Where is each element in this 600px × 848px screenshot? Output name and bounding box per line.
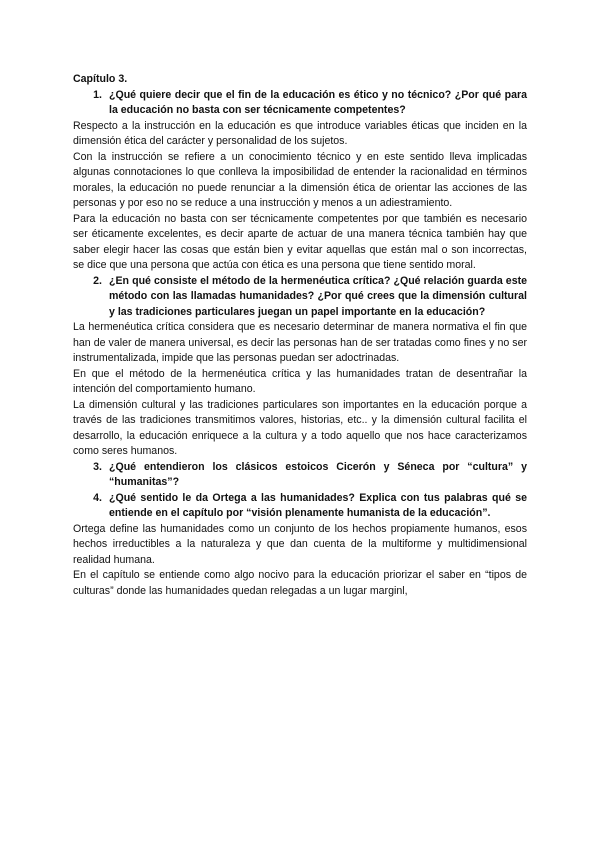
question-number: 4. — [93, 491, 102, 504]
question-text: ¿Qué sentido le da Ortega a las humanidades? Explica con tus palabras qué se entiende en el capítulo por “visión plenamente humanista de la educación”. — [109, 491, 527, 519]
question-4 — [73, 491, 527, 522]
answer-paragraph: Respecto a la instrucción en la educación es que introduce variables éticas que inciden en la dimensión ética del carácter y personalidad de los sujetos. — [73, 119, 527, 147]
answer-paragraph: En que el método de la hermenéutica crítica y las humanidades tratan de desentrañar la intención del comportamiento humano. — [73, 367, 527, 395]
answer-paragraph: Ortega define las humanidades como un conjunto de los hechos propiamente humanos, esos hechos irreductibles a la naturaleza y que dan cuenta de la multiforme y multidimensional realidad humana. — [73, 522, 527, 566]
document-page — [73, 72, 527, 599]
answer-paragraph: Para la educación no basta con ser técnicamente competentes por que también es necesario ser éticamente excelentes, es decir aparte de actuar de una manera técnica también hay que saber elegir hacer las cosas que están bien y evitar aquellas que están mal o son incorrectas, se dice que una persona que actúa con ética es una persona que tiene sentido moral. — [73, 212, 527, 271]
question-number: 3. — [93, 460, 102, 473]
question-text: ¿Qué entendieron los clásicos estoicos Cicerón y Séneca por “cultura” y “humanitas”? — [109, 460, 527, 488]
question-number: 2. — [93, 274, 102, 287]
question-number: 1. — [93, 88, 102, 101]
question-text: ¿Qué quiere decir que el fin de la educación es ético y no técnico? ¿Por qué para la educación no basta con ser técnicamente competentes? — [109, 88, 527, 116]
answer-paragraph: Con la instrucción se refiere a un conocimiento técnico y en este sentido lleva implicadas algunas connotaciones lo que conlleva la imposibilidad de entender la racionalidad en términos morales, la educación no puede renunciar a la dimensión ética de orientar las acciones de las personas y por eso no se reduce a una instrucción y menos a un adiestramiento. — [73, 150, 527, 209]
chapter-title: Capítulo 3. — [73, 73, 128, 85]
question-text: ¿En qué consiste el método de la hermenéutica crítica? ¿Qué relación guarda este método con las llamadas humanidades? ¿Por qué crees que la dimensión cultural y las tradiciones particulares juegan un papel importante en la educación? — [109, 274, 527, 318]
question-2 — [73, 274, 527, 321]
question-1 — [73, 88, 527, 119]
answer-paragraph: La dimensión cultural y las tradiciones particulares son importantes en la educación porque a través de las tradiciones transmitimos valores, historias, etc.. y la dimensión cultural facilita el desarrollo, la educación enriquece a la cultura y a todo aquello que nos hace caracterizamos como seres humanos. — [73, 398, 527, 457]
question-3 — [73, 460, 527, 491]
answer-paragraph: La hermenéutica crítica considera que es necesario determinar de manera normativa el fin que han de valer de manera universal, es decir las personas han de ser tratadas como fines y no ser instrumentalizada, impide que las personas puedan ser adoctrinadas. — [73, 321, 527, 364]
answer-paragraph: En el capítulo se entiende como algo nocivo para la educación priorizar el saber en “tipos de culturas” donde las humanidades quedan relegadas a un lugar marginl, — [73, 569, 527, 597]
